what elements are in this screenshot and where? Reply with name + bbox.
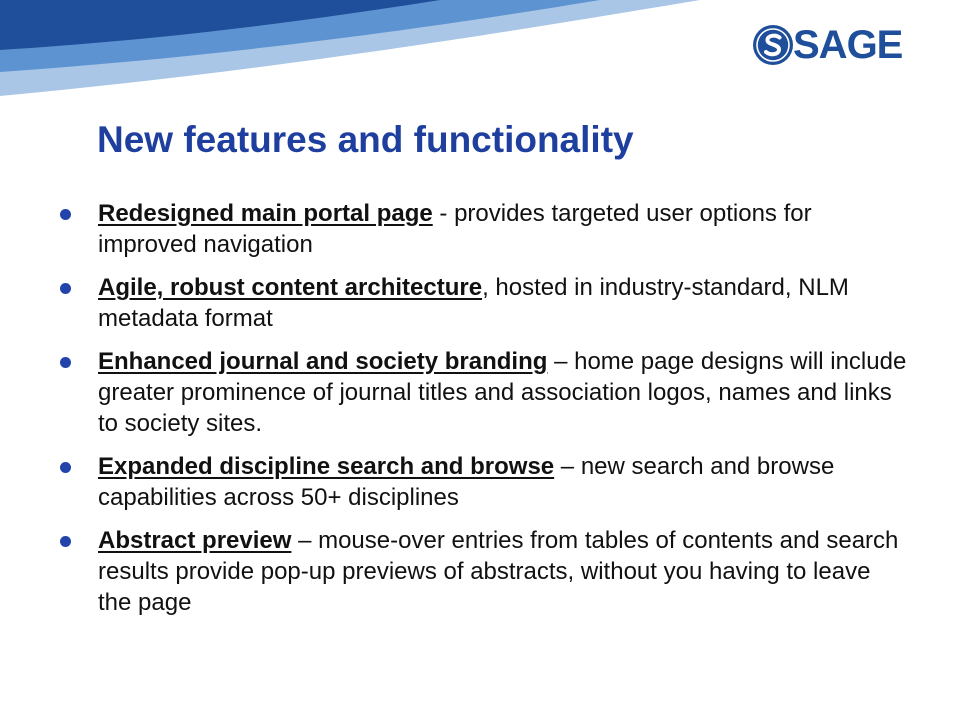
feature-description: - provides targeted user options for improved navigation — [98, 200, 812, 258]
feature-description: – home page designs will include greater prominence of journal titles and association logos, names and links to society sites. — [98, 348, 907, 437]
feature-item — [58, 346, 908, 439]
bullet-icon — [60, 357, 71, 368]
feature-item — [58, 451, 908, 513]
feature-list — [58, 198, 908, 630]
feature-description: – new search and browse capabilities across 50+ disciplines — [98, 453, 835, 511]
feature-description: , hosted in industry-standard, NLM metadata format — [98, 274, 849, 332]
bullet-icon — [60, 209, 71, 220]
bullet-icon — [60, 536, 71, 547]
feature-item — [58, 198, 908, 260]
feature-name: Redesigned main portal page — [98, 200, 433, 227]
sage-s-icon — [752, 24, 794, 66]
feature-description: – mouse-over entries from tables of contents and search results provide pop-up previews of abstracts, without you having to leave the page — [98, 527, 899, 616]
slide-title: New features and functionality — [97, 119, 634, 160]
sage-logo-text: SAGE — [793, 23, 903, 67]
feature-name: Expanded discipline search and browse — [98, 453, 555, 480]
bullet-icon — [60, 462, 71, 473]
feature-item — [58, 272, 908, 334]
sage-logo — [752, 22, 902, 68]
feature-name: Agile, robust content architecture — [98, 274, 483, 301]
bullet-icon — [60, 283, 71, 294]
feature-item — [58, 525, 908, 618]
feature-name: Abstract preview — [98, 527, 292, 554]
feature-name: Enhanced journal and society branding — [98, 348, 548, 375]
